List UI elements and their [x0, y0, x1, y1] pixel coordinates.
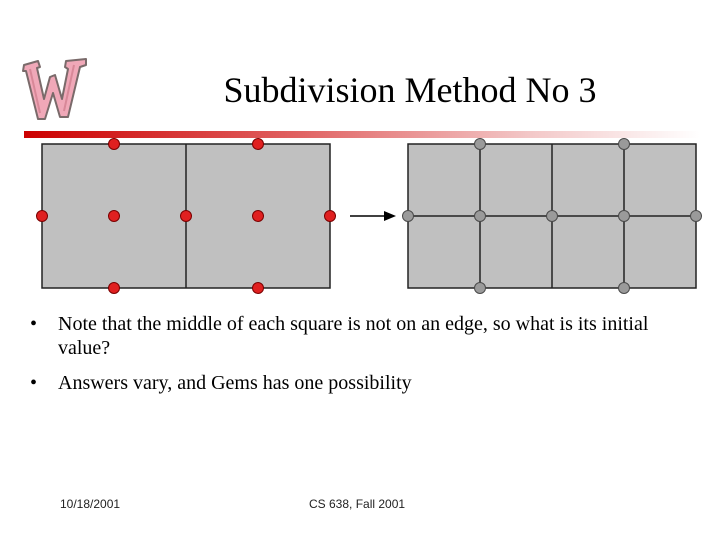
bullet-glyph: • — [30, 313, 38, 335]
bullet-text: Note that the middle of each square is not on an edge, so what is its initial value? — [58, 313, 649, 359]
bullet-item — [30, 312, 690, 360]
bullet-glyph: • — [30, 372, 38, 394]
bullet-list — [30, 312, 690, 406]
slide-title: Subdivision Method No 3 — [223, 70, 597, 110]
footer-course: CS 638, Fall 2001 — [309, 497, 406, 511]
bullet-text: Answers vary, and Gems has one possibility — [58, 372, 412, 394]
arrow-icon — [350, 211, 396, 221]
bullet-item — [30, 371, 690, 395]
footer-date: 10/18/2001 — [60, 497, 121, 511]
